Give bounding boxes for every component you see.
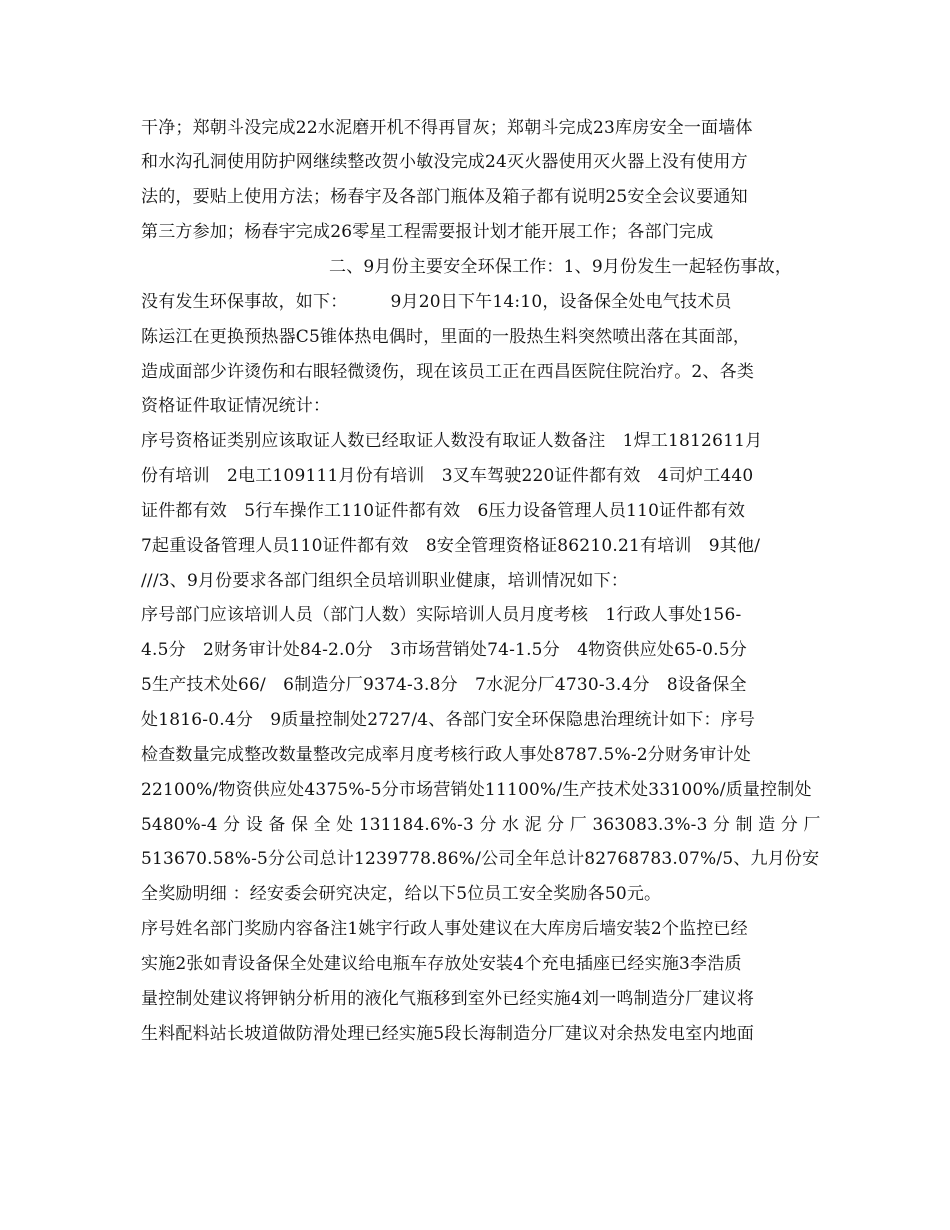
text-line: 513670.58%-5分公司总计1239778.86%/公司全年总计82768783.07%/5、九月份安 <box>141 849 820 869</box>
text-line: 22100%/物资供应处4375%-5分市场营销处11100%/生产技术处33100%/质量控制处 <box>141 780 812 800</box>
text-line: 序号资格证类别应该取证人数已经取证人数没有取证人数备注 1焊工1812611月 <box>141 431 763 451</box>
text-line: 检查数量完成整改数量整改完成率月度考核行政人事处8787.5%-2分财务审计处 <box>141 745 751 765</box>
text-line: 5480%-4 分 设 备 保 全 处 131184.6%-3 分 水 泥 分 厂 363083.3%-3 分 制 造 分 厂 <box>141 815 821 835</box>
text-line: 法的，要贴上使用方法；杨春宇及各部门瓶体及箱子都有说明25安全会议要通知 <box>141 187 748 207</box>
text-line: 序号姓名部门奖励内容备注1姚宇行政人事处建议在大库房后墙安装2个监控已经 <box>141 919 748 939</box>
text-line: 资格证件取证情况统计： <box>141 396 331 416</box>
text-line: 证件都有效 5行车操作工110证件都有效 6压力设备管理人员110证件都有效 <box>141 501 746 521</box>
text-line: 处1816-0.4分 9质量控制处2727/4、各部门安全环保隐患治理统计如下：序号 <box>141 710 756 730</box>
text-line: 造成面部少许烫伤和右眼轻微烫伤，现在该员工正在西昌医院住院治疗。2、各类 <box>141 362 755 382</box>
text-line: 生料配料站长坡道做防滑处理已经实施5段长海制造分厂建议对余热发电室内地面 <box>141 1024 755 1044</box>
text-line: 序号部门应该培训人员（部门人数）实际培训人员月度考核 1行政人事处156- <box>141 605 742 625</box>
text-line: 7起重设备管理人员110证件都有效 8安全管理资格证86210.21有培训 9其他/ <box>141 536 761 556</box>
text-line: 量控制处建议将钾钠分析用的液化气瓶移到室外已经实施4刘一鸣制造分厂建议将 <box>141 989 755 1009</box>
text-line: 全奖励明细 ：经安委会研究决定，给以下5位员工安全奖励各50元。 <box>141 884 662 904</box>
text-line: 第三方参加；杨春宇完成26零星工程需要报计划才能开展工作；各部门完成 <box>141 222 714 242</box>
text-line: 5生产技术处66/ 6制造分厂9374-3.8分 7水泥分厂4730-3.4分 8设备保全 <box>141 675 747 695</box>
text-line: 实施2张如青设备保全处建议给电瓶车存放处安装4个充电插座已经实施3李浩质 <box>141 954 742 974</box>
text-line: ///3、9月份要求各部门组织全员培训职业健康，培训情况如下： <box>141 571 629 591</box>
section-heading-line: 二、9月份主要安全环保工作：1、9月份发生一起轻伤事故， <box>329 257 793 277</box>
text-line: 没有发生环保事故，如下： 9月20日下午14:10，设备保全处电气技术员 <box>141 292 732 312</box>
text-line: 份有培训 2电工109111月份有培训 3叉车驾驶220证件都有效 4司炉工440 <box>141 466 754 486</box>
text-line: 陈运江在更换预热器C5锥体热电偶时，里面的一股热生料突然喷出落在其面部， <box>141 327 751 347</box>
text-line: 4.5分 2财务审计处84-2.0分 3市场营销处74-1.5分 4物资供应处65-0.5分 <box>141 640 747 660</box>
text-line: 干净；郑朝斗没完成22水泥磨开机不得再冒灰；郑朝斗完成23库房安全一面墙体 <box>141 118 753 138</box>
text-line: 和水沟孔洞使用防护网继续整改贺小敏没完成24灭火器使用灭火器上没有使用方 <box>141 152 748 172</box>
